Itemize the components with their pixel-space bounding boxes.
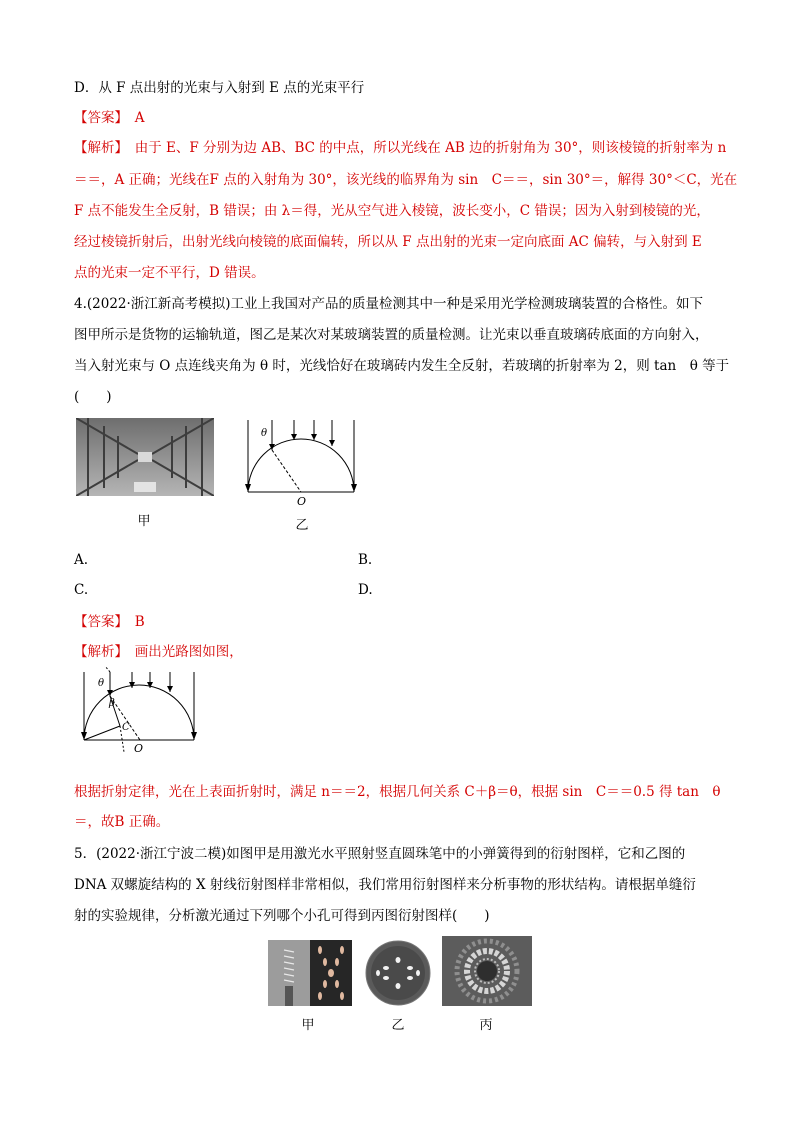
- warehouse-photo: [76, 418, 214, 496]
- beta-label: β: [109, 698, 115, 709]
- option-d-text: D．从 F 点出射的光束与入射到 E 点的光束平行: [74, 80, 365, 96]
- option-a: A.: [74, 552, 89, 568]
- fig-jia-caption: 甲: [137, 514, 151, 529]
- spring-diffraction-photo: [268, 940, 352, 1006]
- option-d: D.: [358, 582, 373, 598]
- q4-analysis-line-1: 根据折射定律，光在上表面折射时，满足 n＝＝2，根据几何关系 C＋β＝θ，根据 sin C＝＝0.5 得 tan θ: [74, 784, 721, 800]
- analysis-line-3: F 点不能发生全反射，B 错误；由 λ＝得，光从空气进入棱镜，波长变小，C 错误；因为入射到棱镜的光，: [74, 203, 710, 219]
- q5-stem-line-1: 5．(2022·浙江宁波二模)如图甲是用激光水平照射竖直圆珠笔中的小弹簧得到的衍射图样，它和乙图的: [74, 846, 686, 862]
- c-label: C: [122, 722, 130, 733]
- option-c: C.: [74, 582, 89, 598]
- analysis-line-1: 【解析】 由于 E、F 分别为边 AB、BC 的中点，所以光线在 AB 边的折射角为 30°，则该棱镜的折射率为 n: [74, 140, 727, 156]
- q4-analysis-line-2: ＝，故B 正确。: [74, 814, 170, 830]
- fig5-bing-caption: 丙: [479, 1018, 493, 1033]
- xray-diffraction-photo: [364, 940, 432, 1006]
- q4-stem-line-1: 4.(2022·浙江新高考模拟)工业上我国对产品的质量检测其中一种是采用光学检测玻璃装置的合格性。如下: [74, 296, 704, 312]
- o-label: O: [297, 495, 307, 508]
- fig5-jia-caption: 甲: [301, 1018, 315, 1033]
- ring-diffraction-photo: [442, 936, 532, 1006]
- q4-stem-line-2: 图甲所示是货物的运输轨道，图乙是某次对某玻璃装置的质量检测。让光束以垂直玻璃砖底面的方向射入，: [74, 327, 709, 343]
- fig5-yi-caption: 乙: [391, 1018, 405, 1033]
- analysis-line-2: ＝＝，A 正确；光线在F 点的入射角为 30°，该光线的临界角为 sin C＝＝，sin 30°＝，解得 30°＜C，光在: [74, 172, 738, 188]
- q4-stem-line-3: 当入射光束与 O 点连线夹角为 θ 时，光线恰好在玻璃砖内发生全反射，若玻璃的折射率为 2，则 tan θ 等于: [74, 358, 730, 374]
- analysis-line-4: 经过棱镜折射后，出射光线向棱镜的底面偏转，所以从 F 点出射的光束一定向底面 AC 偏转，与入射到 E: [74, 234, 702, 250]
- semicircle-diagram: [240, 416, 370, 512]
- light-path-diagram: [76, 666, 210, 758]
- option-b: B.: [358, 552, 373, 568]
- analysis-line-5: 点的光束一定不平行，D 错误。: [74, 265, 265, 281]
- o-label-2: O: [134, 742, 144, 755]
- theta-label: θ: [261, 428, 268, 439]
- q4-answer: 【答案】 B: [74, 614, 145, 630]
- q4-stem-line-4: ( ): [74, 389, 112, 405]
- theta-label-2: θ: [98, 678, 105, 689]
- answer-line: 【答案】 A: [74, 110, 145, 126]
- q5-stem-line-3: 射的实验规律，分析激光通过下列哪个小孔可得到丙图衍射图样( ): [74, 908, 490, 924]
- q5-stem-line-2: DNA 双螺旋结构的 X 射线衍射图样非常相似，我们常用衍射图样来分析事物的形状结构。请根据单缝衍: [74, 877, 696, 893]
- q4-analysis-head: 【解析】 画出光路图如图，: [74, 644, 243, 660]
- fig-yi-caption: 乙: [295, 518, 309, 533]
